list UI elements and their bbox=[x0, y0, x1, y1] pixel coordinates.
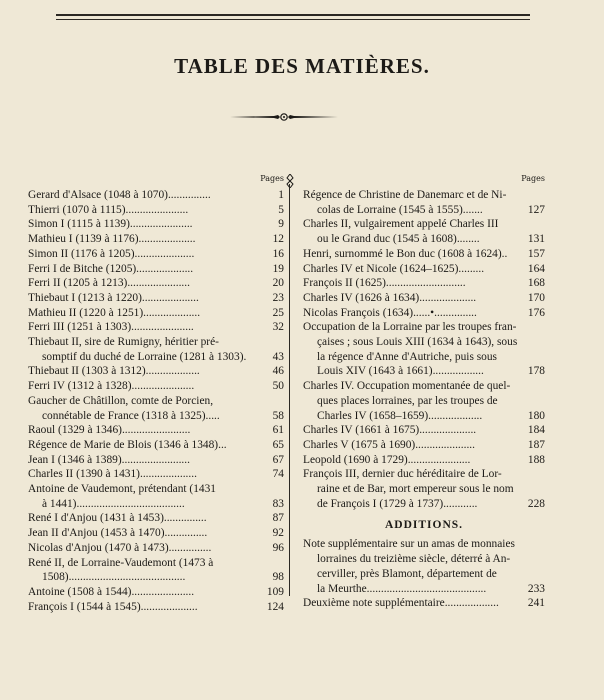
entry-line: François III, dernier duc héréditaire de Lor- bbox=[303, 468, 502, 481]
page-number: 188 bbox=[527, 453, 545, 466]
page-number: 241 bbox=[527, 597, 545, 610]
additions-heading: ADDITIONS. bbox=[384, 519, 464, 532]
page-number: 12 bbox=[272, 233, 284, 246]
page-number: 168 bbox=[527, 277, 545, 290]
entry-line: Ferri III (1251 à 1303)...................... bbox=[28, 321, 194, 334]
top-double-rule bbox=[56, 14, 530, 20]
entry-line: de François I (1729 à 1737)............ bbox=[317, 497, 478, 510]
page-number: 96 bbox=[272, 541, 284, 554]
page-number: 61 bbox=[272, 424, 284, 437]
entry-line: raine et de Bar, mort empereur sous le nom bbox=[317, 483, 514, 496]
entry-line: 1508)......................................... bbox=[42, 571, 186, 584]
entry-line: Jean I (1346 à 1389)........................ bbox=[28, 453, 190, 466]
toc-entry bbox=[28, 511, 284, 526]
entry-line: Deuxième note supplémentaire................... bbox=[303, 597, 499, 610]
toc-entry bbox=[28, 335, 284, 364]
entry-line: Ferri IV (1312 à 1328)...................... bbox=[28, 380, 195, 393]
page-number: 23 bbox=[272, 291, 284, 304]
entry-line: à 1441)...................................... bbox=[42, 497, 185, 510]
entry-line: Charles IV. Occupation momentanée de quel- bbox=[303, 380, 511, 393]
toc-entry bbox=[28, 453, 284, 468]
toc-entry bbox=[303, 276, 545, 291]
toc-entry bbox=[28, 247, 284, 262]
pages-header-right: Pages bbox=[521, 174, 545, 183]
entry-line: Thiebaut I (1213 à 1220).................... bbox=[28, 291, 199, 304]
toc-entry bbox=[28, 438, 284, 453]
toc-entry bbox=[303, 306, 545, 321]
toc-entry bbox=[28, 541, 284, 556]
toc-left-column bbox=[28, 170, 284, 614]
entry-line: la Meurthe.......................................... bbox=[317, 582, 487, 595]
entry-line: Simon II (1176 à 1205)..................... bbox=[28, 247, 195, 260]
page-number: 65 bbox=[272, 438, 284, 451]
column-divider bbox=[289, 184, 290, 596]
entry-line: Gerard d'Alsace (1048 à 1070)............... bbox=[28, 189, 211, 201]
entry-line: Ferri I de Bitche (1205).................... bbox=[28, 262, 194, 275]
entry-line: ou le Grand duc (1545 à 1608)........ bbox=[317, 233, 480, 246]
page-number: 92 bbox=[272, 527, 284, 540]
page-number: 164 bbox=[527, 262, 545, 275]
toc-entry bbox=[303, 453, 545, 468]
page-number: 176 bbox=[527, 306, 545, 319]
page-number: 180 bbox=[527, 409, 545, 422]
entry-line: Régence de Marie de Blois (1346 à 1348)... bbox=[28, 438, 227, 451]
entry-line: François I (1544 à 1545).................... bbox=[28, 600, 198, 613]
toc-left-list bbox=[28, 188, 284, 614]
entry-line: lorraines du treizième siècle, déterré à An- bbox=[317, 553, 511, 566]
toc-entry bbox=[303, 188, 545, 217]
entry-line: somptif du duché de Lorraine (1281 à 1303). bbox=[42, 350, 247, 363]
page-number: 109 bbox=[266, 585, 284, 598]
entry-line: Mathieu II (1220 à 1251).................... bbox=[28, 306, 201, 319]
page-number: 184 bbox=[527, 424, 545, 437]
entry-line: la régence d'Anne d'Autriche, puis sous bbox=[317, 350, 497, 363]
entry-line: Mathieu I (1139 à 1176).................... bbox=[28, 233, 196, 246]
toc-entry bbox=[28, 217, 284, 232]
page-number: 25 bbox=[272, 306, 284, 319]
page-number: 20 bbox=[272, 277, 284, 290]
page-number: 170 bbox=[527, 291, 545, 304]
entry-line: Gaucher de Châtillon, comte de Porcien, bbox=[28, 394, 214, 407]
page-number: 58 bbox=[272, 409, 284, 422]
page-number: 9 bbox=[278, 218, 284, 231]
page-number: 83 bbox=[272, 497, 284, 510]
toc-entry bbox=[303, 262, 545, 277]
entry-line: Charles IV (1626 à 1634).................... bbox=[303, 291, 477, 304]
additions-list bbox=[303, 537, 545, 611]
entry-line: Occupation de la Lorraine par les troupes fran- bbox=[303, 321, 517, 334]
toc-entry bbox=[303, 467, 545, 511]
entry-line: çaises ; sous Louis XIII (1634 à 1643), sous bbox=[317, 336, 518, 349]
toc-entry bbox=[303, 379, 545, 423]
toc-entry bbox=[28, 232, 284, 247]
entry-line: Antoine de Vaudemont, prétendant (1431 bbox=[28, 483, 217, 496]
toc-entry bbox=[28, 276, 284, 291]
toc-entry bbox=[28, 291, 284, 306]
page-number: 43 bbox=[272, 350, 284, 363]
column-divider-ornament bbox=[284, 174, 296, 188]
toc-entry bbox=[303, 423, 545, 438]
toc-entry bbox=[303, 291, 545, 306]
entry-line: Louis XIV (1643 à 1661).................. bbox=[317, 365, 484, 378]
toc-entry bbox=[303, 438, 545, 453]
toc-entry bbox=[303, 320, 545, 379]
toc-entry bbox=[28, 188, 284, 203]
page-number: 50 bbox=[272, 380, 284, 393]
toc-entry bbox=[28, 394, 284, 423]
entry-line: Henri, surnommé le Bon duc (1608 à 1624).. bbox=[303, 247, 508, 260]
toc-right-list bbox=[303, 188, 545, 511]
title-ornament bbox=[230, 111, 338, 123]
page-number: 16 bbox=[272, 247, 284, 260]
entry-line: Simon I (1115 à 1139)...................... bbox=[28, 218, 193, 231]
entry-line: Jean II d'Anjou (1453 à 1470)............... bbox=[28, 527, 208, 540]
page-number: 74 bbox=[272, 468, 284, 481]
page-number: 127 bbox=[527, 203, 545, 216]
page-number: 124 bbox=[266, 600, 284, 613]
toc-entry bbox=[28, 600, 284, 615]
toc-entry bbox=[28, 364, 284, 379]
entry-line: Note supplémentaire sur un amas de monnaies bbox=[303, 538, 515, 551]
toc-entry bbox=[28, 203, 284, 218]
pages-header-left: Pages bbox=[260, 174, 284, 183]
toc-entry bbox=[28, 379, 284, 394]
entry-line: Nicolas d'Anjou (1470 à 1473)............... bbox=[28, 541, 212, 554]
entry-line: Thiebaut II (1303 à 1312)................... bbox=[28, 365, 200, 378]
page-number: 187 bbox=[527, 438, 545, 451]
entry-line: René I d'Anjou (1431 à 1453)............... bbox=[28, 512, 207, 525]
page-number: 1 bbox=[278, 189, 284, 201]
entry-line: Charles II (1390 à 1431).................... bbox=[28, 468, 197, 481]
entry-line: Charles IV (1661 à 1675).................... bbox=[303, 424, 477, 437]
page-number: 46 bbox=[272, 365, 284, 378]
entry-line: Charles II, vulgairement appelé Charles III bbox=[303, 218, 499, 231]
entry-line: Thiebaut II, sire de Rumigny, héritier pré- bbox=[28, 336, 219, 349]
entry-line: Antoine (1508 à 1544)...................... bbox=[28, 585, 195, 598]
entry-line: Charles IV et Nicole (1624–1625)......... bbox=[303, 262, 485, 275]
page-number: 157 bbox=[527, 247, 545, 260]
entry-line: Charles IV (1658–1659)................... bbox=[317, 409, 483, 422]
toc-entry bbox=[28, 320, 284, 335]
entry-line: Charles V (1675 à 1690)..................... bbox=[303, 438, 476, 451]
page-title: TABLE DES MATIÈRES. bbox=[174, 54, 430, 78]
entry-line: cerviller, près Blamont, département de bbox=[317, 567, 497, 580]
entry-line: Nicolas François (1634)......•............... bbox=[303, 306, 477, 319]
entry-line: Régence de Christine de Danemarc et de Ni- bbox=[303, 189, 507, 201]
toc-entry bbox=[303, 217, 545, 246]
page-number: 228 bbox=[527, 497, 545, 510]
entry-line: Ferri II (1205 à 1213)...................... bbox=[28, 277, 190, 290]
page-number: 87 bbox=[272, 512, 284, 525]
page-number: 32 bbox=[272, 321, 284, 334]
entry-line: colas de Lorraine (1545 à 1555)....... bbox=[317, 203, 483, 216]
entry-line: ques places lorraines, par les troupes de bbox=[317, 394, 498, 407]
toc-entry bbox=[28, 556, 284, 585]
entry-line: connétable de France (1318 à 1325)..... bbox=[42, 409, 220, 422]
toc-entry bbox=[28, 306, 284, 321]
page-number: 19 bbox=[272, 262, 284, 275]
toc-right-column bbox=[303, 170, 545, 611]
toc-entry bbox=[28, 423, 284, 438]
entry-line: François II (1625)............................ bbox=[303, 277, 466, 290]
toc-entry bbox=[28, 585, 284, 600]
toc-entry bbox=[303, 247, 545, 262]
toc-entry bbox=[28, 262, 284, 277]
addition-entry bbox=[303, 537, 545, 596]
entry-line: René II, de Lorraine-Vaudemont (1473 à bbox=[28, 556, 214, 569]
page-number: 98 bbox=[272, 571, 284, 584]
page-number: 178 bbox=[527, 365, 545, 378]
entry-line: Leopold (1690 à 1729)...................... bbox=[303, 453, 471, 466]
toc-entry bbox=[28, 482, 284, 511]
addition-entry bbox=[303, 596, 545, 611]
page-number: 67 bbox=[272, 453, 284, 466]
toc-entry bbox=[28, 467, 284, 482]
page-number: 5 bbox=[278, 203, 284, 216]
toc-entry bbox=[28, 526, 284, 541]
page-number: 131 bbox=[527, 233, 545, 246]
entry-line: Raoul (1329 à 1346)........................ bbox=[28, 424, 191, 437]
page-number: 233 bbox=[527, 582, 545, 595]
entry-line: Thierri (1070 à 1115)...................... bbox=[28, 203, 189, 216]
